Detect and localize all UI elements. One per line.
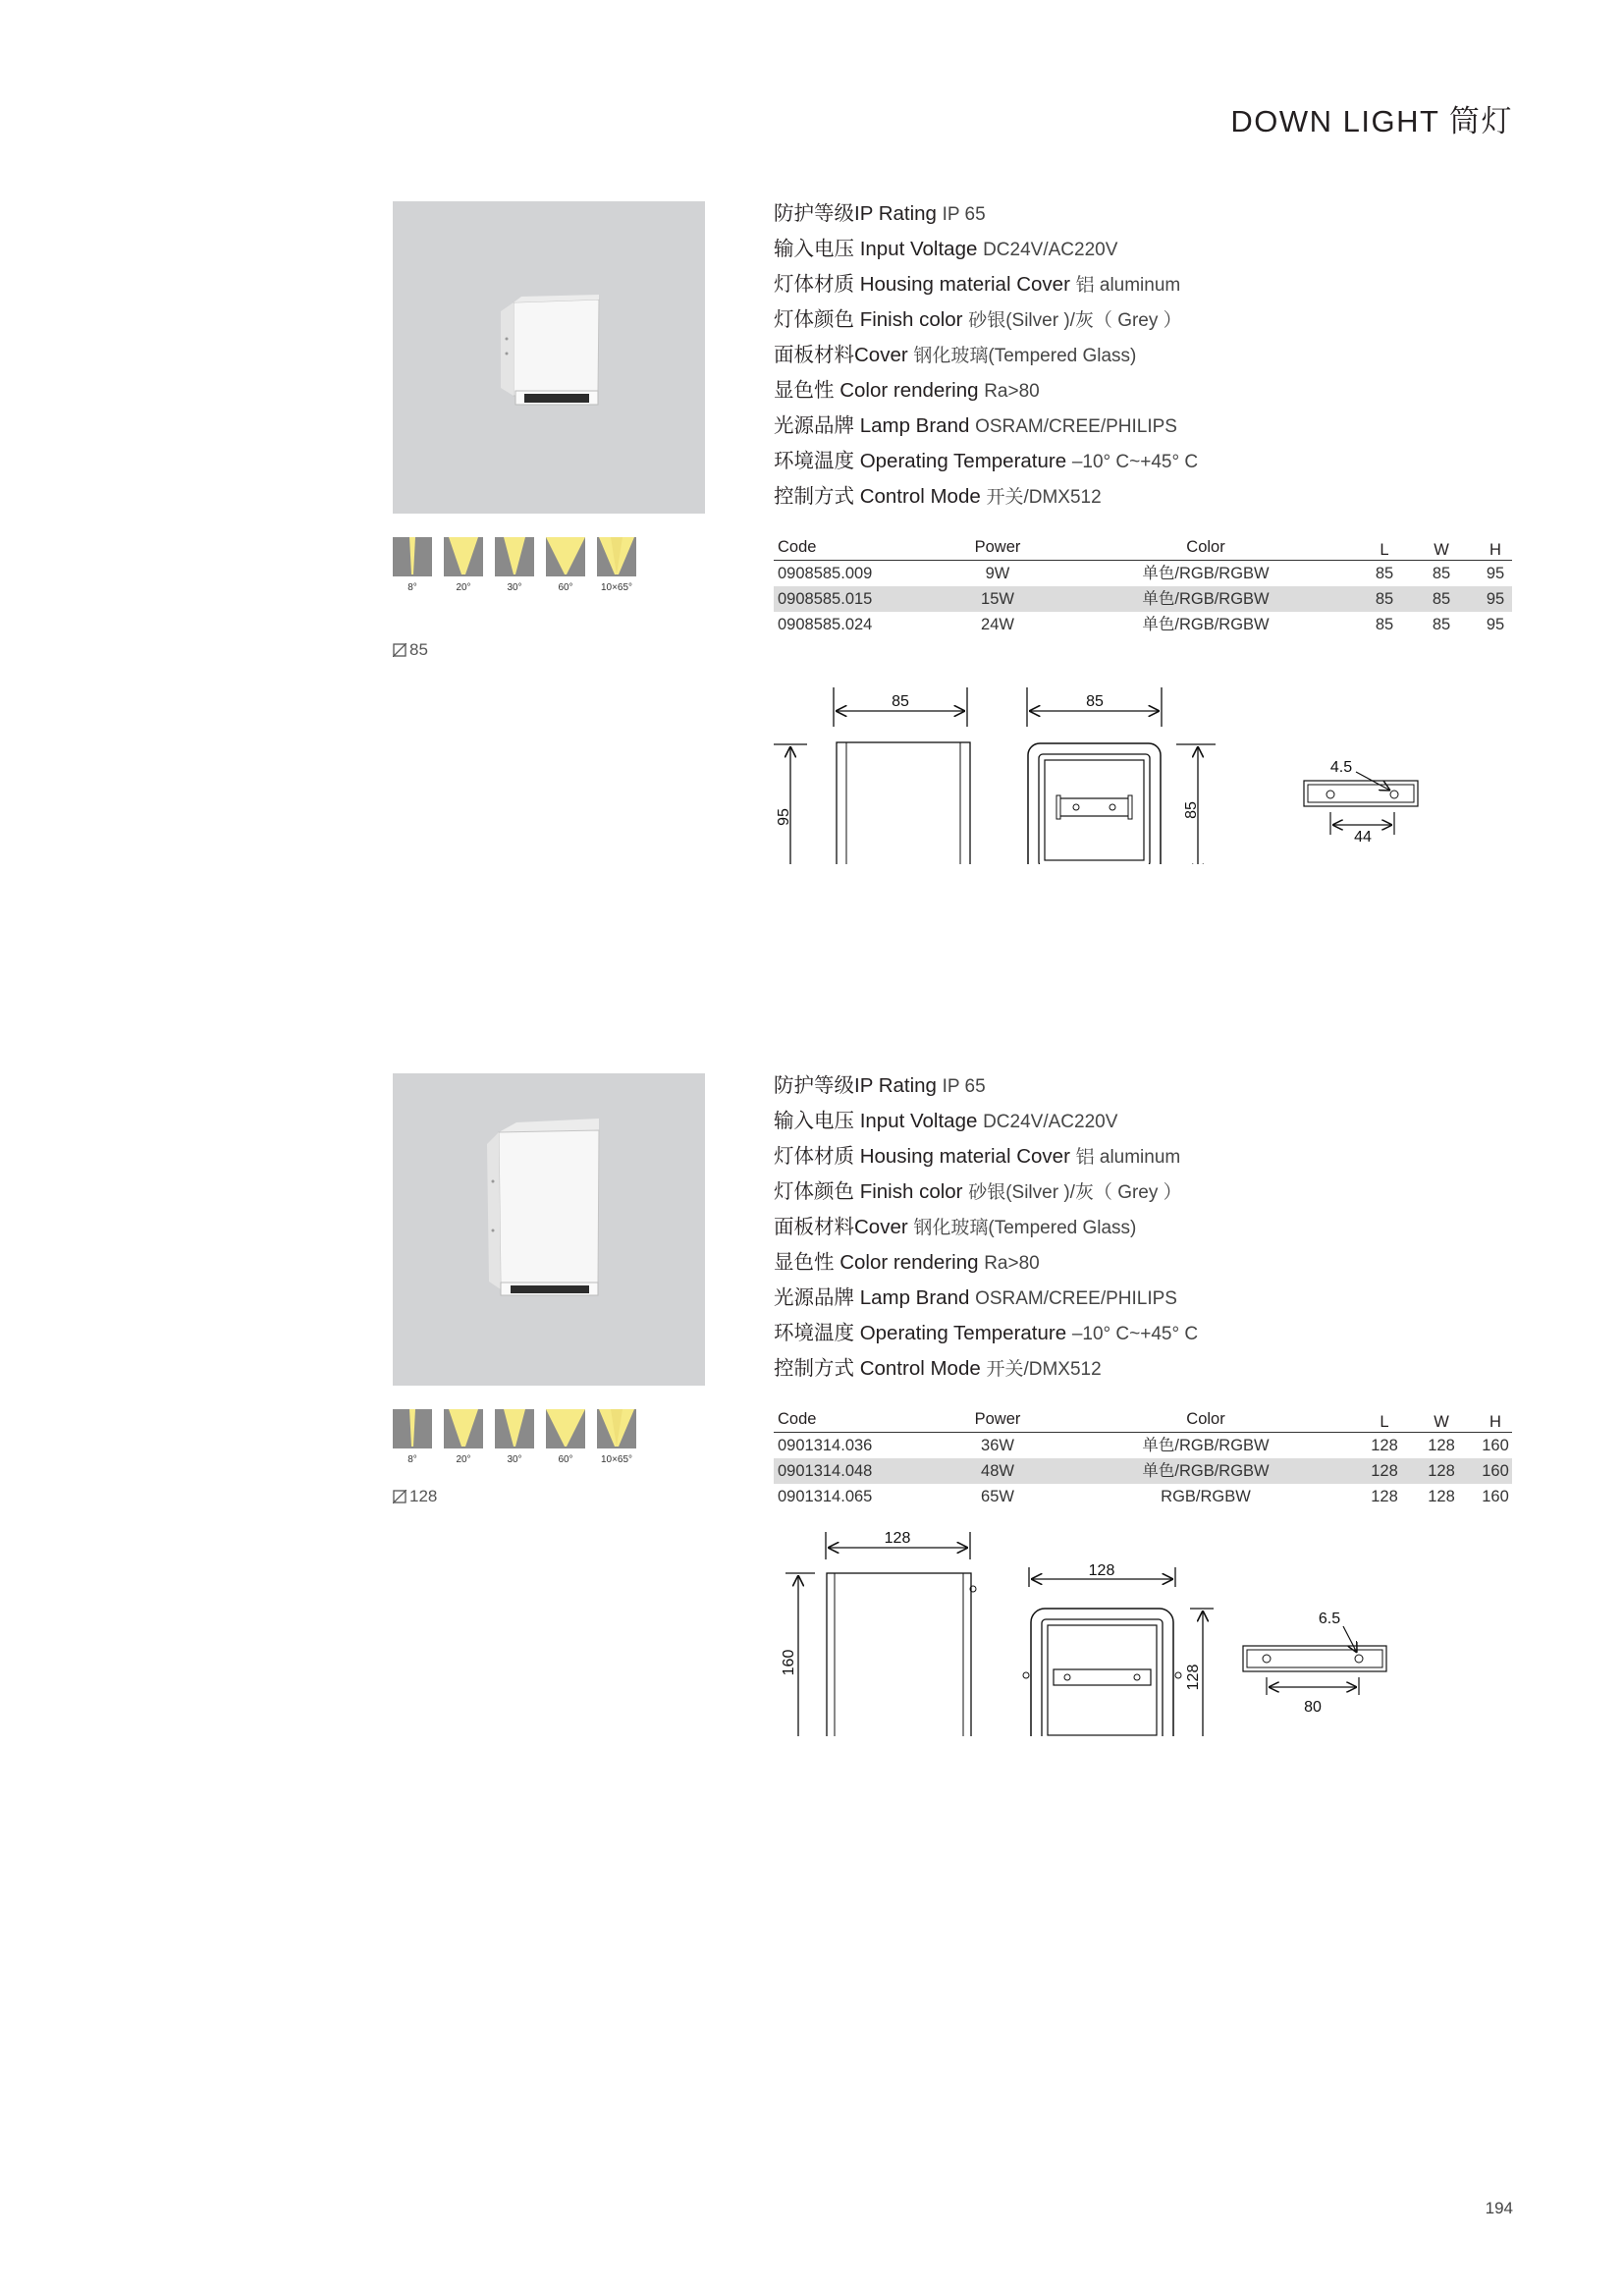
dim-side-height: 95	[776, 808, 792, 826]
beam-flood-icon	[546, 537, 585, 576]
product-table	[774, 1406, 1512, 1509]
beam-narrow-icon	[393, 1409, 432, 1448]
downlight-fixture-image	[393, 201, 705, 514]
spec-control-mode: 控制方式 Control Mode 开关/DMX512	[774, 1357, 1102, 1380]
beam-angle-icons	[393, 1409, 648, 1468]
spec-list	[774, 196, 1461, 515]
beam-angle-label: 10×65°	[600, 582, 633, 593]
beam-angle-label: 8°	[407, 582, 417, 593]
beam-angle-label: 20°	[456, 582, 471, 593]
beam-angle-icons	[393, 537, 648, 596]
table-row: 0901314.065 65W RGB/RGBW 128 128 160	[778, 1488, 1509, 1505]
product-section-1	[0, 0, 1624, 864]
beam-medium-icon	[444, 1409, 483, 1448]
side-view-drawing	[781, 1530, 976, 1736]
cutout-size-value: 85	[409, 640, 428, 659]
mounting-bracket-drawing	[1243, 1611, 1386, 1716]
beam-angle-label: 8°	[407, 1454, 417, 1465]
spec-lamp-brand: 光源品牌 Lamp Brand OSRAM/CREE/PHILIPS	[774, 414, 1177, 437]
table-row: 0908585.009 9W 单色/RGB/RGBW 85 85 95	[778, 565, 1505, 582]
spec-cover: 面板材料Cover 钢化玻璃(Tempered Glass)	[774, 344, 1137, 366]
downlight-fixture-image	[393, 1073, 705, 1386]
product-photo	[393, 201, 705, 514]
table-header: Code Power Color L W H	[774, 534, 1512, 561]
spec-operating-temperature: 环境温度 Operating Temperature –10° C~+45° C	[774, 1322, 1199, 1344]
dim-top-width: 128	[1088, 1562, 1115, 1579]
product-photo	[393, 1073, 705, 1386]
spec-ip-rating: 防护等级IP Rating IP 65	[774, 202, 986, 225]
beam-elliptical-icon	[597, 1409, 636, 1448]
cutout-size	[393, 1487, 437, 1506]
beam-elliptical-icon	[597, 537, 636, 576]
square-cutout-icon	[393, 1490, 406, 1503]
beam-angle-60	[546, 1409, 585, 1465]
page-number: 194	[1485, 2199, 1513, 2217]
dim-bracket-hole: 6.5	[1318, 1611, 1341, 1627]
spec-finish-color: 灯体颜色 Finish color 砂银(Silver )/灰（ Grey ）	[774, 1180, 1182, 1203]
beam-angle-10x65	[597, 1409, 636, 1465]
dim-bracket-hole: 4.5	[1329, 759, 1353, 776]
dim-bracket-spacing: 80	[1304, 1699, 1322, 1716]
spec-input-voltage: 输入电压 Input Voltage DC24V/AC220V	[774, 1110, 1118, 1132]
beam-wide-icon	[495, 537, 534, 576]
product-section-2	[0, 872, 1624, 1736]
beam-angle-label: 60°	[558, 582, 573, 593]
dim-side-height: 160	[781, 1649, 797, 1676]
spec-input-voltage: 输入电压 Input Voltage DC24V/AC220V	[774, 238, 1118, 260]
spec-color-rendering: 显色性 Color rendering Ra>80	[774, 379, 1040, 402]
table-row: 0908585.024 24W 单色/RGB/RGBW 85 85 95	[778, 616, 1505, 633]
beam-narrow-icon	[393, 537, 432, 576]
beam-angle-8	[393, 1409, 432, 1465]
spec-control-mode: 控制方式 Control Mode 开关/DMX512	[774, 485, 1102, 508]
dim-top-width: 85	[1086, 693, 1104, 710]
spec-lamp-brand: 光源品牌 Lamp Brand OSRAM/CREE/PHILIPS	[774, 1286, 1177, 1309]
dim-side-width: 128	[884, 1530, 911, 1547]
beam-angle-label: 10×65°	[600, 1454, 633, 1465]
cutout-size	[393, 640, 428, 660]
beam-angle-20	[444, 1409, 483, 1465]
cutout-size-value: 128	[409, 1487, 438, 1505]
beam-angle-30	[495, 537, 534, 593]
beam-angle-10x65	[597, 537, 636, 593]
dim-top-height: 85	[1183, 801, 1200, 819]
top-view-drawing	[1023, 1562, 1214, 1736]
spec-cover: 面板材料Cover 钢化玻璃(Tempered Glass)	[774, 1216, 1137, 1238]
side-view-drawing	[774, 687, 970, 864]
beam-angle-label: 20°	[456, 1454, 471, 1465]
beam-wide-icon	[495, 1409, 534, 1448]
product-table	[774, 534, 1512, 637]
page-title: DOWN LIGHT 筒灯	[1230, 104, 1513, 138]
square-cutout-icon	[393, 643, 406, 657]
beam-angle-label: 30°	[507, 1454, 522, 1465]
table-header: Code Power Color L W H	[774, 1406, 1512, 1433]
beam-angle-label: 60°	[558, 1454, 573, 1465]
beam-angle-20	[444, 537, 483, 593]
spec-list	[774, 1068, 1461, 1387]
spec-housing-material: 灯体材质 Housing material Cover 铝 aluminum	[774, 273, 1181, 296]
spec-color-rendering: 显色性 Color rendering Ra>80	[774, 1251, 1040, 1274]
beam-angle-60	[546, 537, 585, 593]
spec-ip-rating: 防护等级IP Rating IP 65	[774, 1074, 986, 1097]
spec-operating-temperature: 环境温度 Operating Temperature –10° C~+45° C	[774, 450, 1199, 472]
beam-angle-8	[393, 537, 432, 593]
beam-flood-icon	[546, 1409, 585, 1448]
mounting-bracket-drawing	[1304, 759, 1418, 846]
table-row: 0901314.048 48W 单色/RGB/RGBW 128 128 160	[774, 1458, 1512, 1484]
spec-finish-color: 灯体颜色 Finish color 砂银(Silver )/灰（ Grey ）	[774, 308, 1182, 331]
dim-top-height: 128	[1185, 1664, 1202, 1691]
dim-bracket-spacing: 44	[1354, 829, 1372, 846]
dim-side-width: 85	[892, 693, 909, 710]
beam-angle-30	[495, 1409, 534, 1465]
beam-medium-icon	[444, 537, 483, 576]
table-row: 0908585.015 15W 单色/RGB/RGBW 85 85 95	[774, 586, 1512, 612]
beam-angle-label: 30°	[507, 582, 522, 593]
table-row: 0901314.036 36W 单色/RGB/RGBW 128 128 160	[778, 1437, 1509, 1454]
spec-housing-material: 灯体材质 Housing material Cover 铝 aluminum	[774, 1145, 1181, 1168]
top-view-drawing	[1027, 687, 1216, 864]
